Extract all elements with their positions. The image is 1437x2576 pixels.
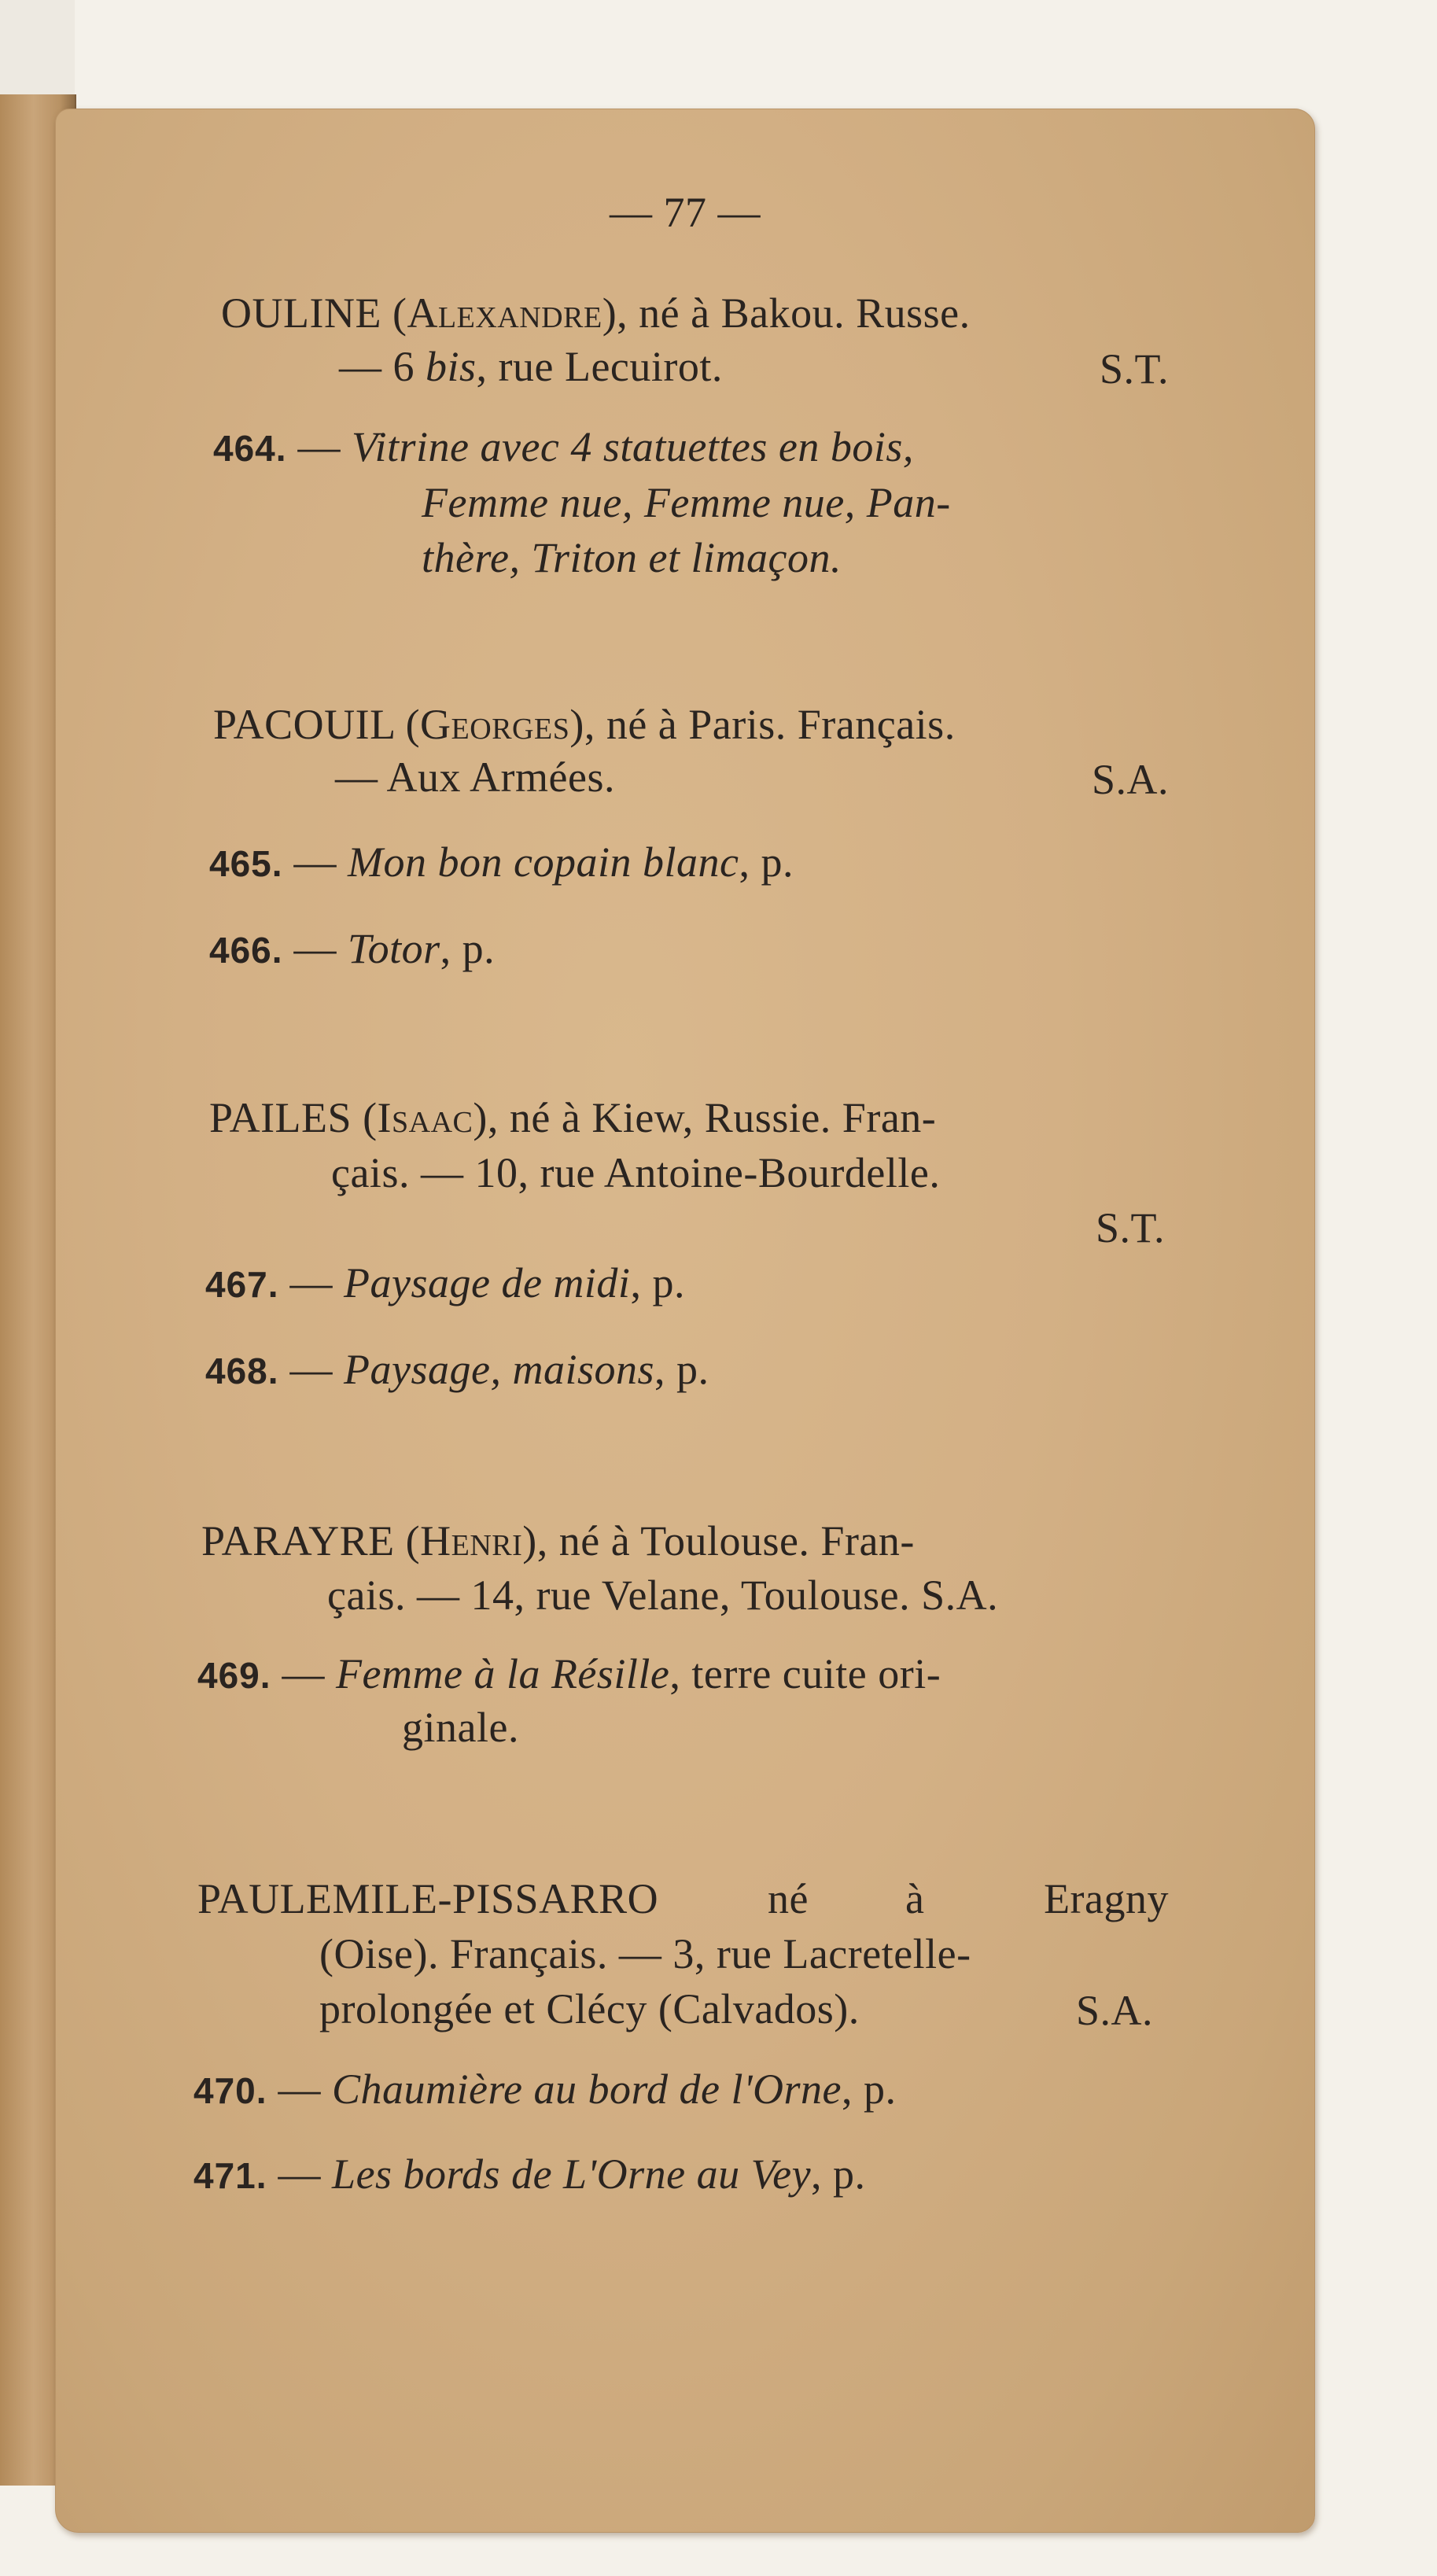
artist-address: çais. — 14, rue Velane, Toulouse. S.A.: [327, 1572, 999, 1619]
work-medium: , p.: [739, 838, 794, 886]
work-medium-continued: ginale.: [402, 1704, 519, 1751]
artist-birth: , né à Toulouse. Fran-: [536, 1517, 915, 1564]
artist-heading: PAILES (Isaac), né à Kiew, Russie. Fran-: [209, 1094, 937, 1141]
work-title: Totor: [348, 925, 440, 972]
artist-surname: PACOUIL: [213, 701, 395, 748]
society-status: S.T.: [1099, 345, 1169, 392]
work-entry: 466. — Totor, p.: [209, 925, 496, 972]
work-title: Les bords de L'Orne au Vey: [332, 2150, 812, 2198]
work-title: Chaumière au bord de l'Orne: [332, 2066, 842, 2113]
work-title: Mon bon copain blanc: [348, 838, 739, 886]
artist-birth: , né à Kiew, Russie. Fran-: [487, 1094, 937, 1141]
address-bis: bis: [426, 343, 477, 390]
society-status: S.A.: [1075, 1987, 1153, 2034]
artist-address: çais. — 10, rue Antoine-Bourdelle.: [331, 1149, 941, 1196]
work-number: 469.: [197, 1655, 271, 1696]
work-entry: 468. — Paysage, maisons, p.: [205, 1346, 709, 1393]
society-status: S.A.: [1091, 756, 1169, 803]
work-entry: 470. — Chaumière au bord de l'Orne, p.: [193, 2066, 897, 2113]
work-entry: 465. — Mon bon copain blanc, p.: [209, 838, 794, 886]
work-entry: 467. — Paysage de midi, p.: [205, 1259, 685, 1306]
artist-heading: PARAYRE (Henri), né à Toulouse. Fran-: [201, 1517, 915, 1564]
work-number: 468.: [205, 1351, 279, 1391]
society-status: S.T.: [1095, 1204, 1165, 1251]
artist-surname: OULINE: [221, 289, 381, 337]
work-title-continued: thère, Triton et limaçon.: [422, 534, 842, 581]
catalogue-page: [55, 109, 1315, 2533]
artist-surname: PAULEMILE-PISSARRO: [197, 1875, 659, 1922]
work-number: 471.: [193, 2155, 267, 2196]
artist-birth-prep: à: [905, 1875, 925, 1922]
artist-birth-word: né: [768, 1875, 809, 1922]
work-medium: , p.: [842, 2066, 897, 2113]
artist-birth: , né à Bakou. Russe.: [617, 289, 971, 337]
work-number: 470.: [193, 2070, 267, 2111]
artist-firstname: Georges: [420, 701, 570, 748]
artist-address-continued: prolongée et Clécy (Calvados).: [319, 1985, 860, 2032]
artist-surname: PARAYRE: [201, 1517, 395, 1564]
work-number: 467.: [205, 1264, 279, 1305]
page-content: [56, 109, 1314, 2532]
work-medium: , p.: [440, 925, 496, 972]
artist-heading: [197, 1875, 659, 1922]
artist-firstname: Alexandre: [407, 289, 602, 337]
work-medium: , p.: [630, 1259, 685, 1306]
artist-heading: OULINE (Alexandre), né à Bakou. Russe.: [221, 289, 971, 337]
artist-heading: PACOUIL (Georges), né à Paris. Français.: [213, 701, 956, 748]
background-edge: [0, 0, 75, 94]
work-entry: 464. — Vitrine avec 4 statuettes en bois,: [213, 423, 914, 470]
work-entry: 471. — Les bords de L'Orne au Vey, p.: [193, 2150, 866, 2198]
artist-address: — 6 bis, rue Lecuirot.: [339, 343, 723, 390]
work-number: 466.: [209, 930, 283, 971]
work-medium: , p.: [654, 1346, 709, 1393]
artist-address: (Oise). Français. — 3, rue Lacretelle-: [319, 1930, 971, 1977]
artist-birthplace: Eragny: [1044, 1875, 1169, 1922]
work-medium: , p.: [811, 2150, 866, 2198]
work-title: Paysage de midi: [344, 1259, 631, 1306]
work-medium: , terre cuite ori-: [669, 1650, 941, 1697]
work-title-continued: Femme nue, Femme nue, Pan-: [422, 479, 951, 526]
artist-birth: , né à Paris. Français.: [584, 701, 956, 748]
work-title: Paysage, maisons: [344, 1346, 654, 1393]
work-number: 464.: [213, 428, 287, 469]
page-number: — 77 —: [610, 189, 761, 236]
artist-firstname: Henri: [420, 1517, 523, 1564]
work-title: Femme à la Résille: [336, 1650, 670, 1697]
work-title: Vitrine avec 4 statuettes en bois,: [352, 423, 914, 470]
work-entry: 469. — Femme à la Résille, terre cuite ori-: [197, 1650, 941, 1697]
artist-surname: PAILES: [209, 1094, 352, 1141]
artist-firstname: Isaac: [377, 1094, 473, 1141]
artist-address: — Aux Armées.: [335, 754, 615, 801]
work-number: 465.: [209, 843, 283, 884]
